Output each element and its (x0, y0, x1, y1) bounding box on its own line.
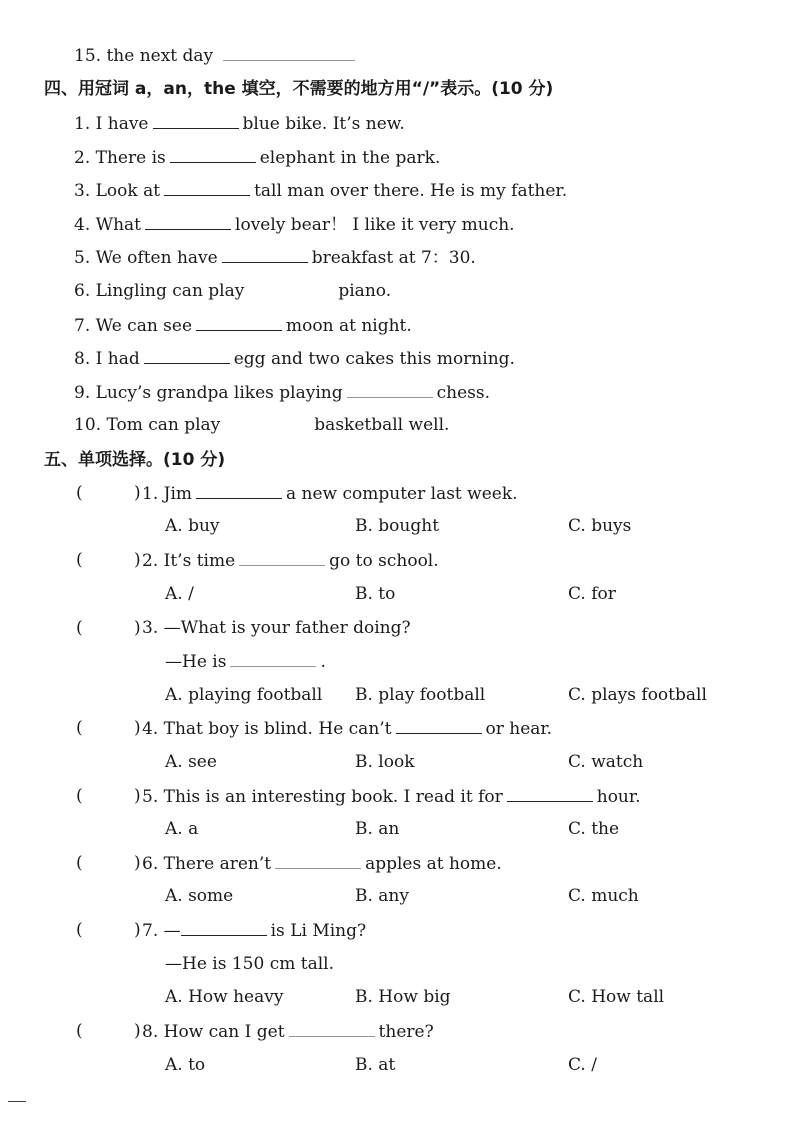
answer-blank[interactable] (145, 213, 231, 230)
item-text-pre: 4. What (74, 215, 142, 235)
answer-paren-close: ) (134, 718, 141, 738)
answer-paren-close: ) (134, 786, 141, 806)
s4-item-7 (74, 314, 412, 337)
answer-paren-open[interactable]: ( (76, 618, 83, 638)
answer-paren-open[interactable]: ( (76, 786, 83, 806)
question-number: 15. (74, 46, 102, 66)
question-text-post: is Li Ming? (270, 921, 367, 941)
answer-blank[interactable] (248, 280, 334, 296)
section-5-title: 五、单项选择。(10 分) (44, 450, 226, 470)
item-text-post: chess. (436, 383, 490, 403)
mc-question-1 (142, 482, 518, 505)
option-a[interactable]: A. see (165, 752, 217, 772)
item-text-pre: 1. I have (74, 114, 149, 134)
question-text-pre: 7. — (142, 921, 181, 941)
mc-question-7 (142, 919, 366, 942)
answer-paren-close: ) (134, 853, 141, 873)
question-text-pre: —He is (165, 652, 227, 672)
answer-blank[interactable] (196, 314, 282, 331)
question-text-post: go to school. (329, 551, 439, 571)
mc-question-8 (142, 1020, 434, 1043)
question-text-pre: 4. That boy is blind. He can’t (142, 719, 392, 739)
mc-question-7-line2: —He is 150 cm tall. (165, 954, 334, 974)
answer-blank (396, 717, 482, 734)
question-text-post: a new computer last week. (286, 484, 518, 504)
option-a[interactable]: A. buy (165, 516, 220, 536)
item-text-post: lovely bear！ I like it very much. (235, 215, 515, 235)
mc-question-3: 3. —What is your father doing? (142, 618, 411, 638)
answer-paren-open[interactable]: ( (76, 550, 83, 570)
item-text-post: tall man over there. He is my father. (254, 181, 568, 201)
answer-blank (239, 549, 325, 566)
answer-paren-close: ) (134, 1021, 141, 1041)
item-text-post: moon at night. (286, 316, 412, 336)
option-a[interactable]: A. a (165, 819, 199, 839)
s4-item-8 (74, 347, 515, 370)
option-a[interactable]: A. playing football (165, 685, 323, 705)
question-text-pre: 6. There aren’t (142, 854, 272, 874)
item-text-pre: 8. I had (74, 349, 140, 369)
answer-blank[interactable] (224, 414, 310, 430)
mc-question-4 (142, 717, 552, 740)
question-text-post: apples at home. (365, 854, 502, 874)
option-b[interactable]: B. How big (355, 987, 451, 1007)
s4-item-6 (74, 280, 391, 302)
item-text-post: blue bike. It’s new. (242, 114, 405, 134)
option-b[interactable]: B. at (355, 1055, 396, 1075)
option-a[interactable]: A. some (165, 886, 234, 906)
s4-item-9 (74, 381, 490, 404)
option-a[interactable]: A. How heavy (165, 987, 284, 1007)
option-c[interactable]: C. much (568, 886, 639, 906)
answer-blank (507, 785, 593, 802)
item-text-pre: 3. Look at (74, 181, 161, 201)
question-15 (74, 44, 359, 67)
answer-paren-close: ) (134, 483, 141, 503)
answer-paren-close: ) (134, 550, 141, 570)
item-text-post: breakfast at 7：30. (311, 248, 476, 268)
section-4-title: 四、用冠词 a，an，the 填空，不需要的地方用“/”表示。(10 分) (44, 79, 554, 99)
item-text-pre: 7. We can see (74, 316, 193, 336)
question-text-post: hour. (596, 787, 641, 807)
answer-blank[interactable] (347, 381, 433, 398)
question-text-pre: 5. This is an interesting book. I read it for (142, 787, 503, 807)
item-text-post: egg and two cakes this morning. (233, 349, 515, 369)
answer-blank (275, 852, 361, 869)
option-c[interactable]: C. plays football (568, 685, 707, 705)
s4-item-10 (74, 414, 449, 436)
answer-blank (196, 482, 282, 499)
answer-blank[interactable] (223, 44, 355, 61)
question-text-pre: 8. How can I get (142, 1022, 285, 1042)
s4-item-4 (74, 213, 515, 236)
s4-item-1 (74, 112, 405, 135)
item-text-pre: 6. Lingling can play (74, 281, 245, 301)
option-b[interactable]: B. look (355, 752, 415, 772)
option-b[interactable]: B. any (355, 886, 409, 906)
option-b[interactable]: B. play football (355, 685, 486, 705)
option-c[interactable]: C. buys (568, 516, 632, 536)
s4-item-2 (74, 146, 440, 169)
answer-blank[interactable] (170, 146, 256, 163)
answer-paren-close: ) (134, 618, 141, 638)
answer-paren-open[interactable]: ( (76, 483, 83, 503)
mc-question-6 (142, 852, 502, 875)
mc-question-3-line2 (165, 650, 326, 673)
option-c[interactable]: C. watch (568, 752, 644, 772)
s4-item-3 (74, 179, 567, 202)
item-text-pre: 10. Tom can play (74, 415, 221, 435)
answer-paren-open[interactable]: ( (76, 853, 83, 873)
answer-paren-open[interactable]: ( (76, 718, 83, 738)
option-c[interactable]: C. How tall (568, 987, 665, 1007)
answer-blank (181, 919, 267, 936)
item-text-post: piano. (338, 281, 392, 301)
question-text-post: . (320, 652, 326, 672)
item-text-pre: 2. There is (74, 148, 166, 168)
item-text-pre: 5. We often have (74, 248, 218, 268)
answer-blank[interactable] (144, 347, 230, 364)
question-text-post: there? (378, 1022, 434, 1042)
option-c[interactable]: C. for (568, 584, 616, 604)
question-text: the next day (106, 46, 214, 66)
option-b[interactable]: B. bought (355, 516, 440, 536)
option-b[interactable]: B. to (355, 584, 396, 604)
answer-blank (230, 650, 316, 667)
item-text-post: elephant in the park. (259, 148, 441, 168)
answer-paren-open[interactable]: ( (76, 1021, 83, 1041)
mc-question-5 (142, 785, 641, 808)
answer-blank[interactable] (222, 246, 308, 263)
answer-blank (289, 1020, 375, 1037)
answer-blank[interactable] (153, 112, 239, 129)
option-a[interactable]: A. / (165, 584, 194, 604)
answer-blank[interactable] (164, 179, 250, 196)
item-text-post: basketball well. (314, 415, 450, 435)
mc-question-2 (142, 549, 439, 572)
item-text-pre: 9. Lucy’s grandpa likes playing (74, 383, 343, 403)
option-c[interactable]: C. the (568, 819, 620, 839)
question-text-pre: 1. Jim (142, 484, 192, 504)
option-b[interactable]: B. an (355, 819, 400, 839)
answer-paren-open[interactable]: ( (76, 920, 83, 940)
option-c[interactable]: C. / (568, 1055, 597, 1075)
question-text-post: or hear. (485, 719, 553, 739)
answer-paren-close: ) (134, 920, 141, 940)
page-corner-mark (8, 1101, 26, 1102)
option-a[interactable]: A. to (165, 1055, 206, 1075)
s4-item-5 (74, 246, 476, 269)
question-text-pre: 2. It’s time (142, 551, 236, 571)
